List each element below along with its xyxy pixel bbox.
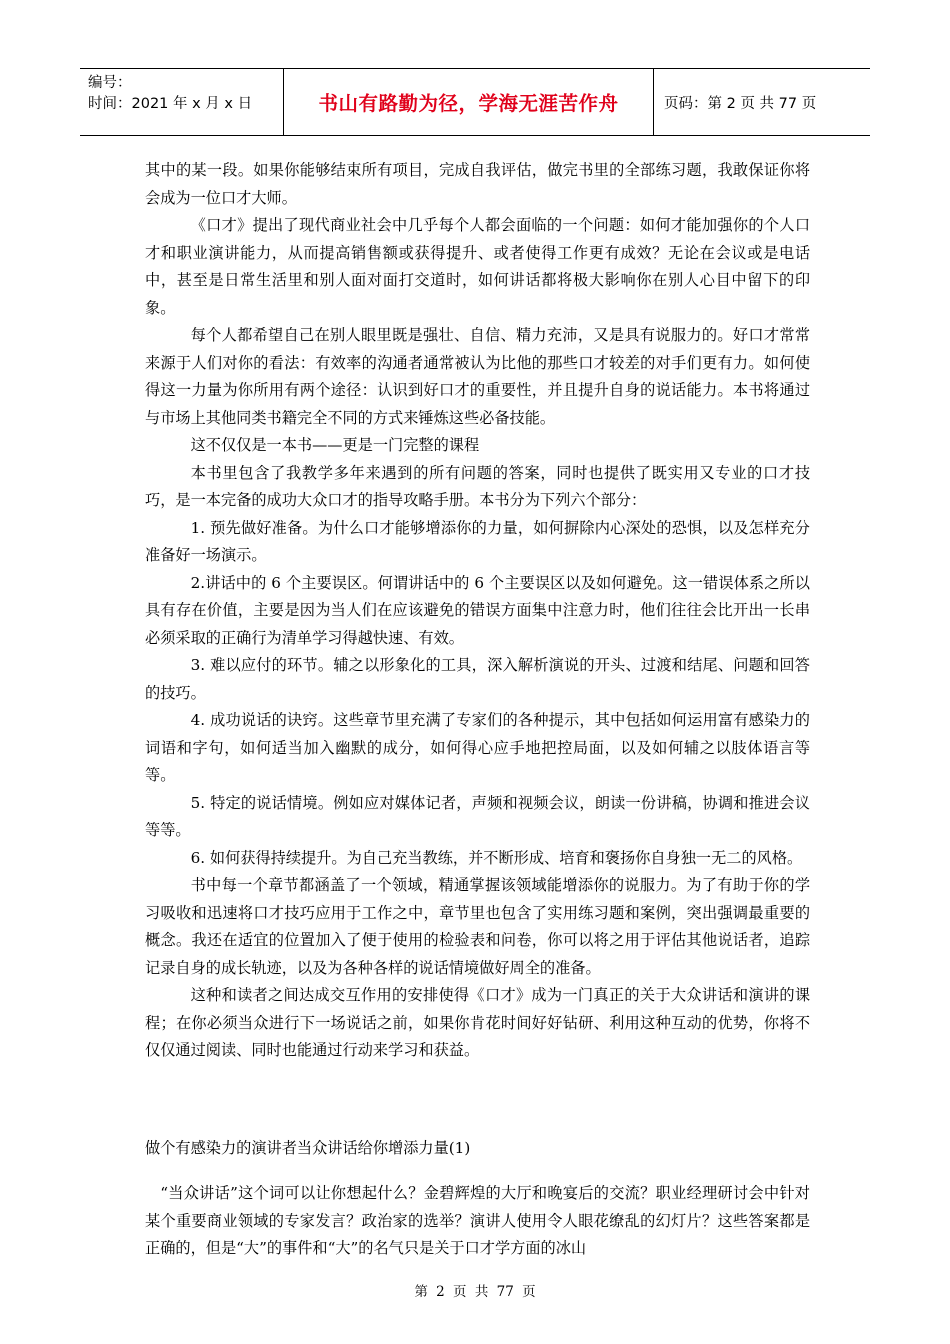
list-item: 4. 成功说话的诀窍。这些章节里充满了专家们的各种提示，其中包括如何运用富有感染力的词语和字句，如何适当加入幽默的成分，如何得心应手地把控局面，以及如何辅之以肢体语言等等。 bbox=[145, 711, 810, 784]
number-label: 编号： bbox=[88, 75, 132, 91]
section-title: 做个有感染力的演讲者当众讲话给你增添力量(1) bbox=[145, 1138, 471, 1157]
subheading: 这不仅仅是一本书——更是一门完整的课程 bbox=[190, 436, 480, 454]
page-footer: 第 2 页 共 77 页 bbox=[414, 1284, 536, 1300]
paragraph: 这种和读者之间达成交互作用的安排使得《口才》成为一门真正的关于大众讲话和演讲的课程；在你必须当众进行下一场说话之前，如果你肯花时间好好钻研、利用这种互动的优势，你将不仅仅通过阅读、同时也能通过行动来学习和获益。 bbox=[145, 986, 810, 1059]
paragraph: 本书里包含了我教学多年来遇到的所有问题的答案，同时也提供了既实用又专业的口才技巧，是一本完备的成功大众口才的指导攻略手册。本书分为下列六个部分： bbox=[145, 463, 810, 509]
paragraph: “当众讲话”这个词可以让你想起什么？金碧辉煌的大厅和晚宴后的交流？职业经理研讨会中针对某个重要商业领域的专家发言？政治家的选举？演讲人使用令人眼花缭乱的幻灯片？这些答案都是正确的，但是“大”的事件和“大”的名气只是关于口才学方面的冰山 bbox=[145, 1184, 810, 1257]
list-item: 2.讲话中的 6 个主要误区。何谓讲话中的 6 个主要误区以及如何避免。这一错误体系之所以具有存在价值，主要是因为当人们在应该避免的错误方面集中注意力时，他们往往会比开出一长串必须采取的正确行为清单学习得越快速、有效。 bbox=[145, 573, 810, 647]
list-item: 5. 特定的说话情境。例如应对媒体记者，声频和视频会议，朗读一份讲稿，协调和推进会议等等。 bbox=[145, 793, 810, 839]
header-meta bbox=[80, 69, 284, 135]
paragraph: 每个人都希望自己在别人眼里既是强壮、自信、精力充沛，又是具有说服力的。好口才常常来源于人们对你的看法：有效率的沟通者通常被认为比他的那些口才较差的对手们更有力。如何使得这一力量为你所用有两个途径：认识到好口才的重要性，并且提升自身的说话能力。本书将通过与市场上其他同类书籍完全不同的方式来锤炼这些必备技能。 bbox=[145, 326, 810, 427]
paragraph: 其中的某一段。如果你能够结束所有项目，完成自我评估，做完书里的全部练习题，我敢保证你将会成为一位口才大师。 bbox=[145, 161, 810, 207]
time-label: 时间：2021 年 x 月 x 日 bbox=[88, 96, 253, 112]
header-page-info: 页码：第 2 页 共 77 页 bbox=[664, 95, 817, 112]
paragraph: 《口才》提出了现代商业社会中几乎每个人都会面临的一个问题：如何才能加强你的个人口才和职业演讲能力，从而提高销售额或获得提升、或者使得工作更有成效？无论在会议或是电话中，甚至是日常生活里和别人面对面打交道时，如何讲话都将极大影响你在别人心目中留下的印象。 bbox=[145, 216, 810, 317]
list-item: 1. 预先做好准备。为什么口才能够增添你的力量，如何摒除内心深处的恐惧，以及怎样充分准备好一场演示。 bbox=[145, 518, 810, 564]
page-header bbox=[80, 68, 870, 136]
header-motto: 书山有路勤为径，学海无涯苦作舟 bbox=[284, 69, 654, 135]
list-item: 3. 难以应付的环节。辅之以形象化的工具，深入解析演说的开头、过渡和结尾、问题和回答的技巧。 bbox=[145, 656, 810, 702]
list-item: 6. 如何获得持续提升。为自己充当教练，并不断形成、培育和褒扬你自身独一无二的风格。 bbox=[190, 848, 803, 867]
paragraph: 书中每一个章节都涵盖了一个领域，精通掌握该领域能增添你的说服力。为了有助于你的学习吸收和迅速将口才技巧应用于工作之中，章节里也包含了实用练习题和案例，突出强调最重要的概念。我还在适宜的位置加入了便于使用的检验表和问卷，你可以将之用于评估其他说话者，追踪记录自身的成长轨迹，以及为各种各样的说话情境做好周全的准备。 bbox=[145, 876, 810, 977]
document-body bbox=[145, 157, 810, 1263]
